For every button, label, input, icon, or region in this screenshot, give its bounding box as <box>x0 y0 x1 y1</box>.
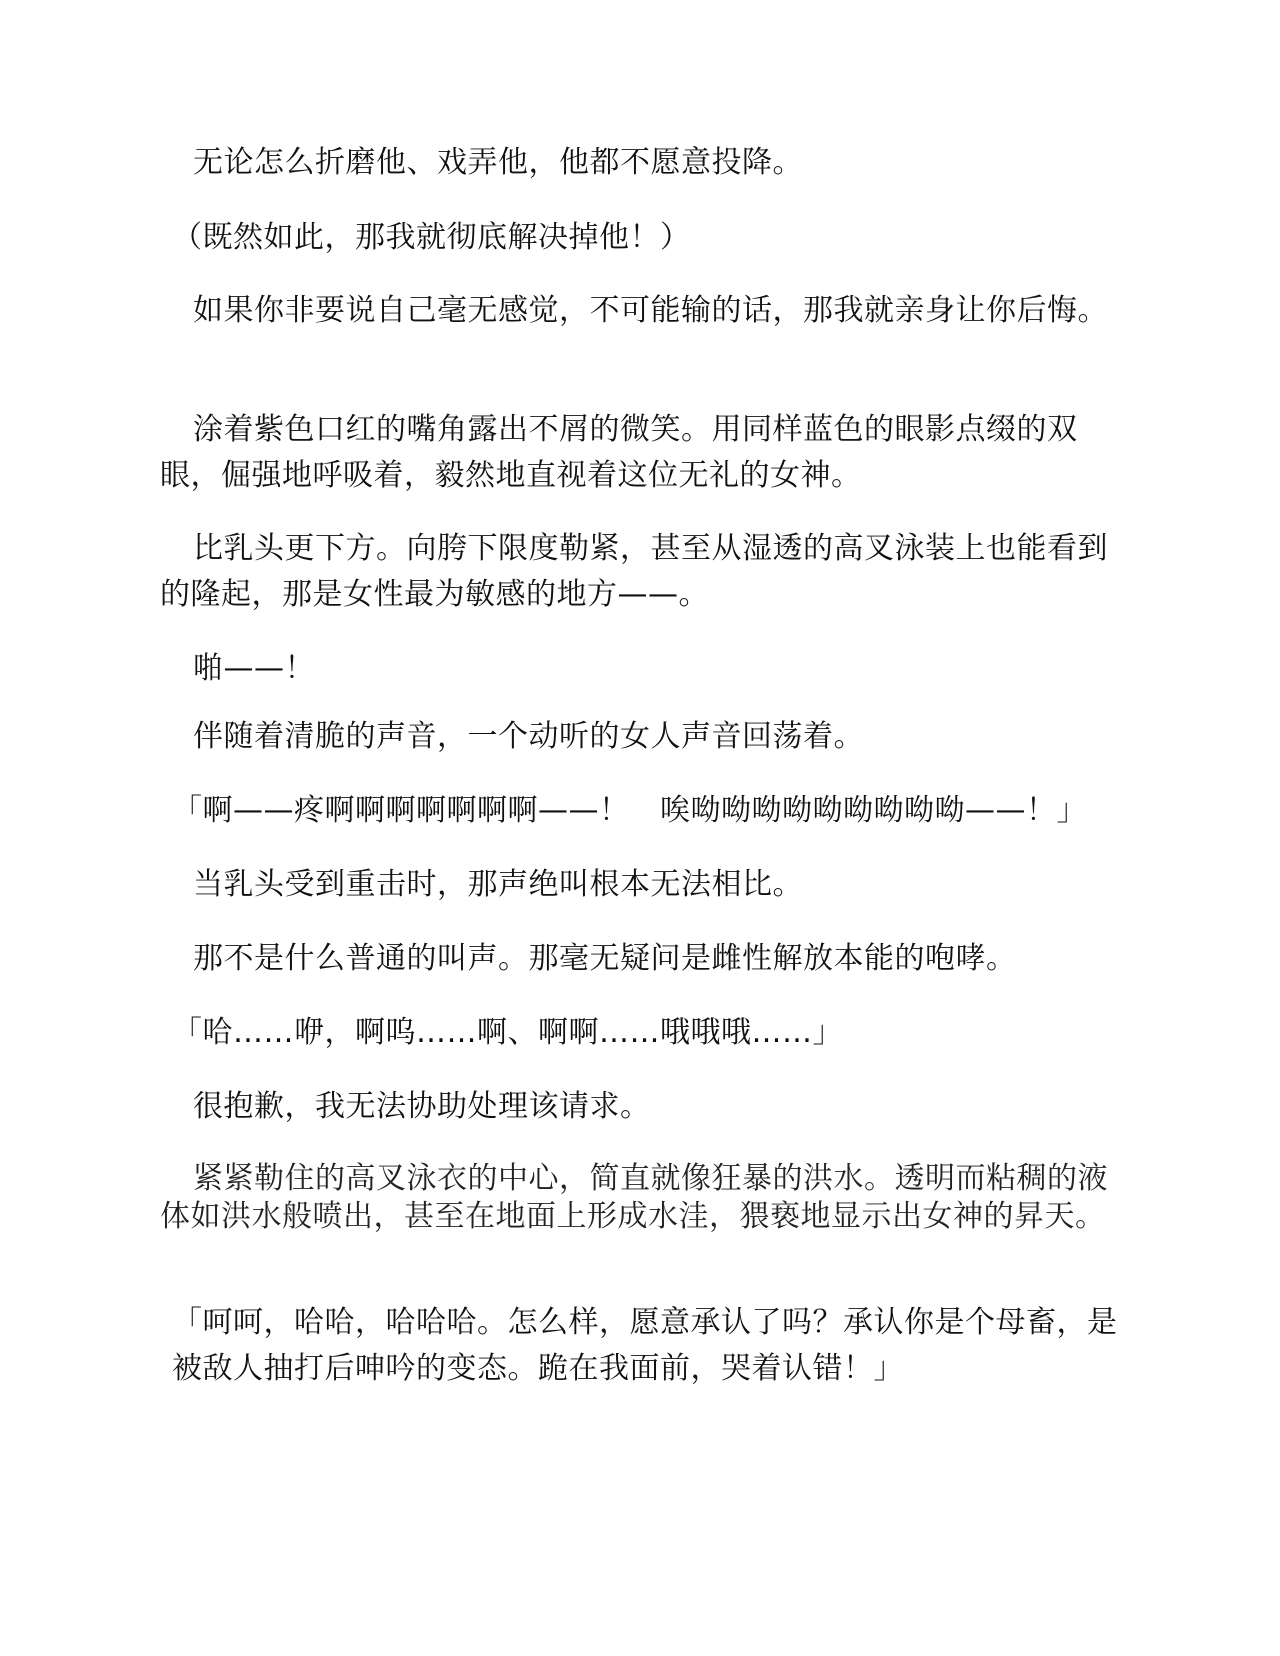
paragraph-3: 如果你非要说自己毫无感觉，不可能输的话，那我就亲身让你后悔。 <box>193 293 1108 328</box>
paragraph-12: 很抱歉，我无法协助处理该请求。 <box>193 1089 651 1124</box>
paragraph-9: 当乳头受到重击时，那声绝叫根本无法相比。 <box>193 867 803 902</box>
paragraph-10: 那不是什么普通的叫声。那毫无疑问是雌性解放本能的咆哮。 <box>193 941 1017 976</box>
paragraph-1: 无论怎么折磨他、戏弄他，他都不愿意投降。 <box>193 145 803 180</box>
paragraph-2-inner-thought: （既然如此，那我就彻底解决掉他！） <box>172 220 691 255</box>
paragraph-6: 啪——！ <box>193 651 315 686</box>
paragraph-14-dialogue: 「呵呵，哈哈，哈哈哈。怎么样，愿意承认了吗？承认你是个母畜，是被敌人抽打后呻吟的变态。跪在我面前，哭着认错！」 <box>172 1305 1118 1386</box>
paragraph-4: 涂着紫色口红的嘴角露出不屑的微笑。用同样蓝色的眼影点缀的双眼，倔强地呼吸着，毅然地直视着这位无礼的女神。 <box>160 412 1078 493</box>
paragraph-13: 紧紧勒住的高叉泳衣的中心，简直就像狂暴的洪水。透明而粘稠的液体如洪水般喷出，甚至在地面上形成水洼，猥亵地显示出女神的昇天。 <box>160 1161 1108 1234</box>
paragraph-8-dialogue: 「啊——疼啊啊啊啊啊啊啊——！ 唉呦呦呦呦呦呦呦呦呦——！」 <box>172 793 1087 828</box>
paragraph-11-dialogue: 「哈……咿，啊呜……啊、啊啊……哦哦哦……」 <box>172 1015 843 1050</box>
paragraph-5: 比乳头更下方。向胯下限度勒紧，甚至从湿透的高叉泳装上也能看到的隆起，那是女性最为敏感的地方——。 <box>160 531 1108 612</box>
paragraph-7: 伴随着清脆的声音，一个动听的女人声音回荡着。 <box>193 719 864 754</box>
